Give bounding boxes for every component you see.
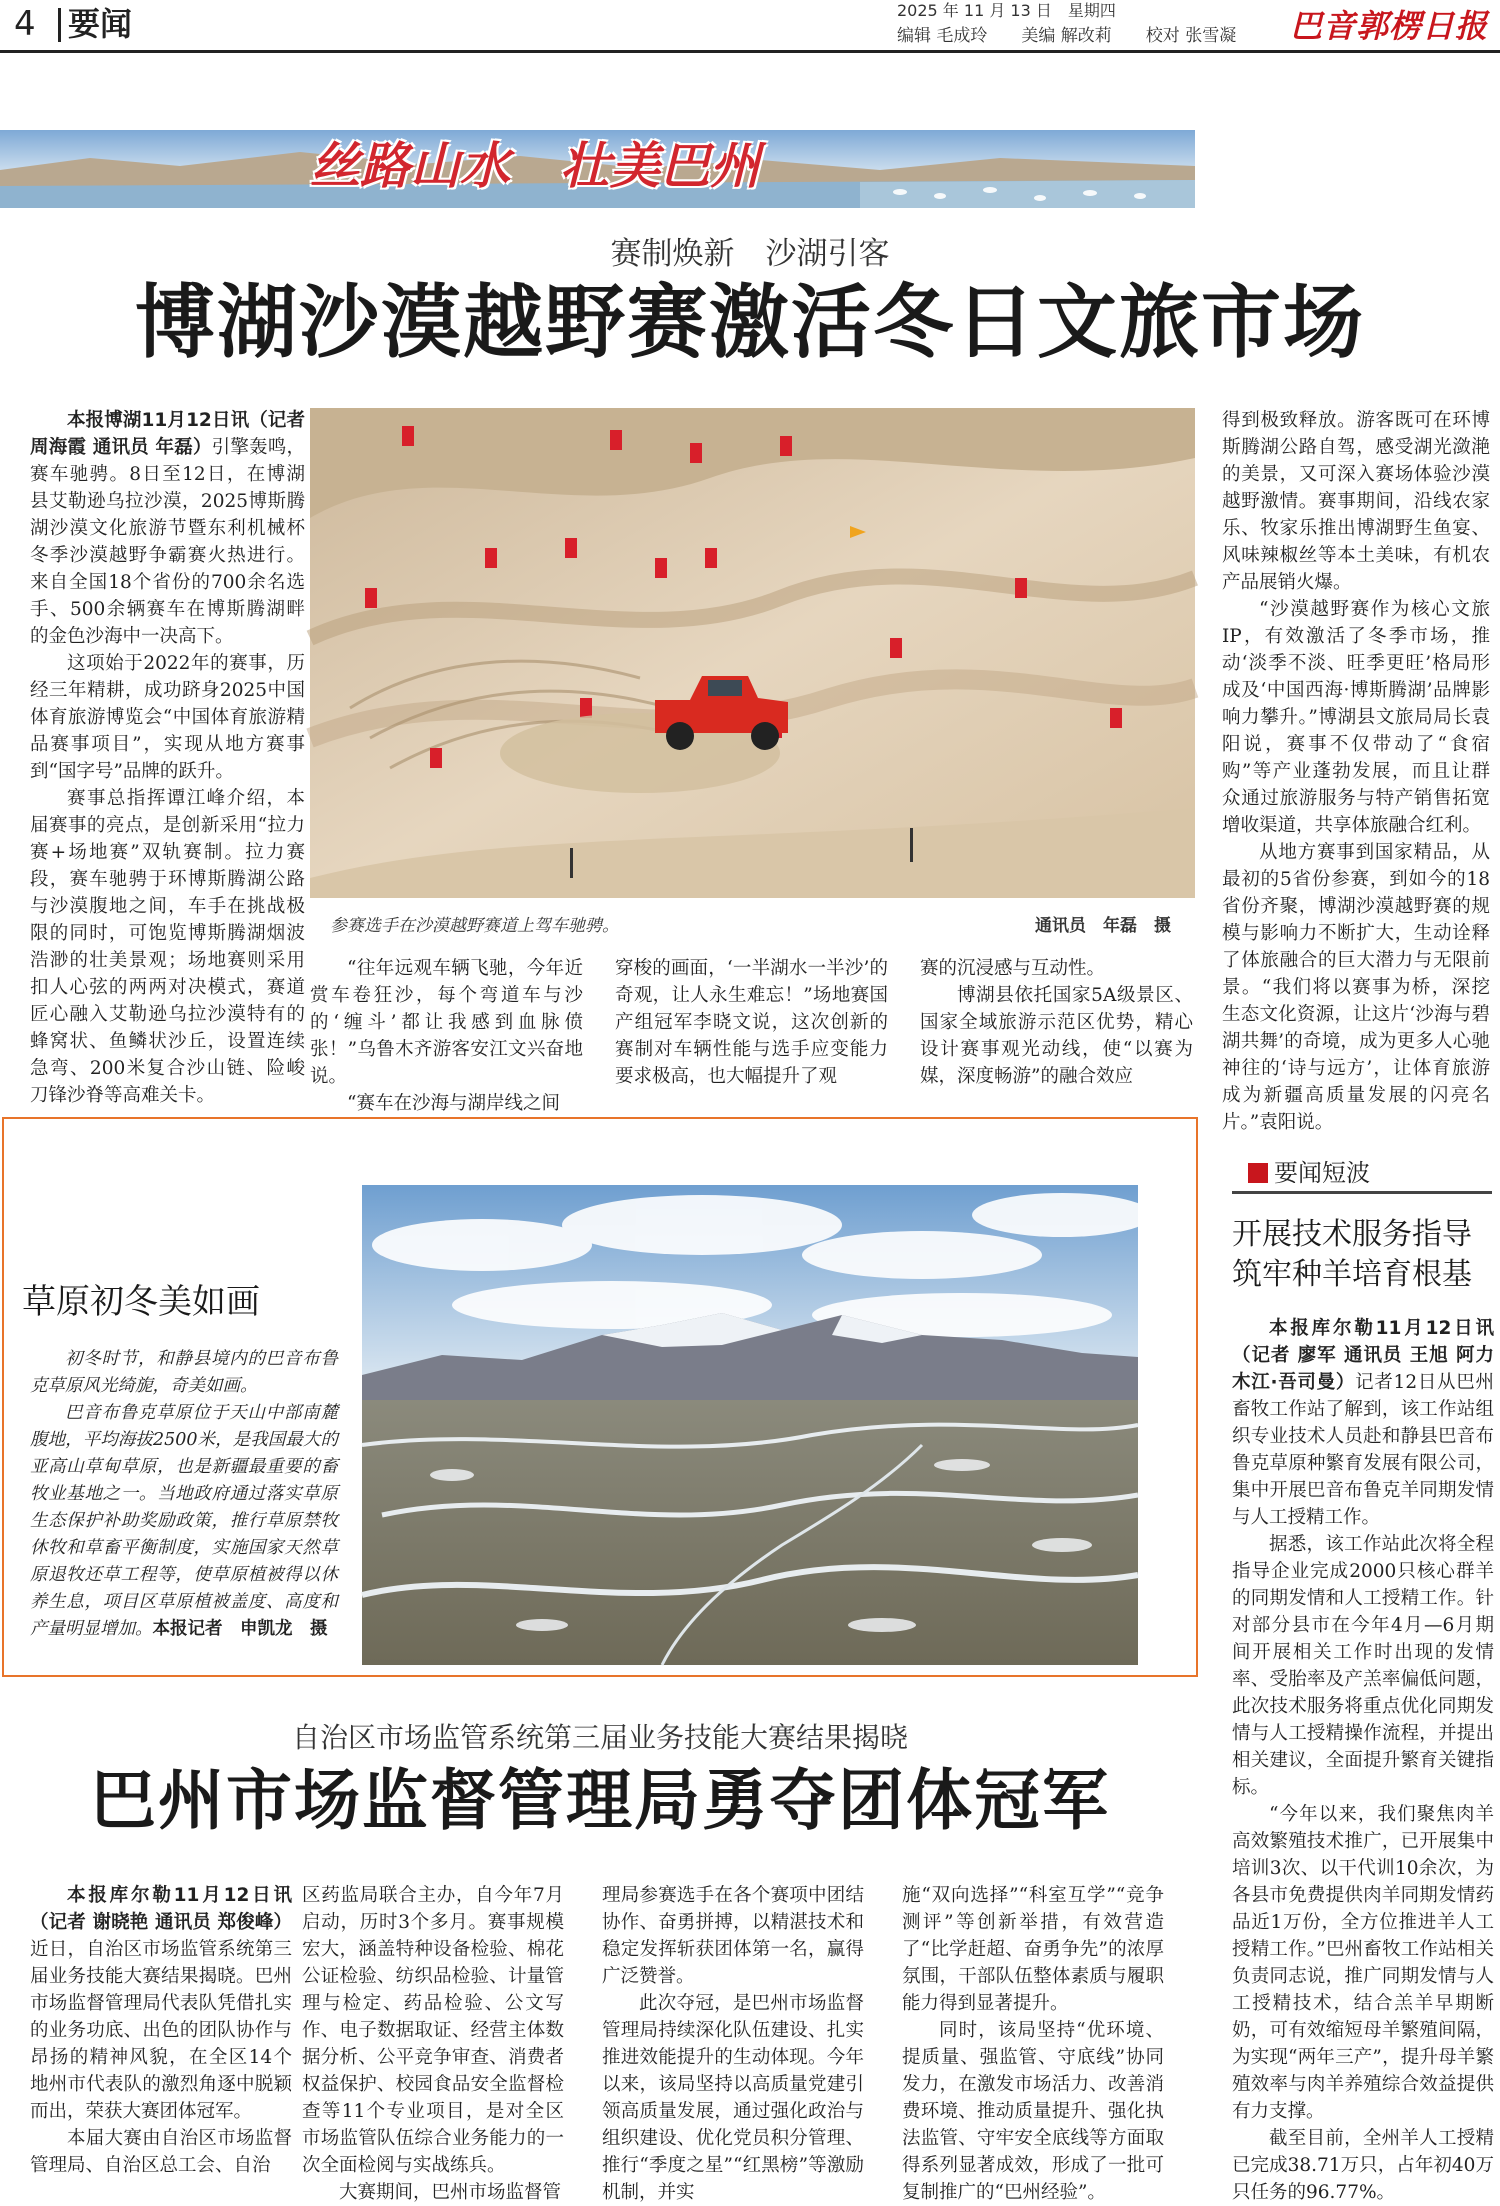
story2-column-1: 本报库尔勒11月12日讯（记者 谢晓艳 通讯员 郑俊峰）近日，自治区市场监管系统第三届业务技能大赛结果揭晓。巴州市场监督管理局代表队凭借扎实的业务功底、出色的团队协作与昂扬的精神风貌，在全区14个地州市代表队的激烈角逐中脱颖而出，荣获大赛团体冠军。 本届大赛由自治区市场监督管理局、自治区总工会、自治 — [30, 1885, 292, 2176]
story1-column-1: 本报博湖11月12日讯（记者 周海霞 通讯员 年磊）引擎轰鸣，赛车驰骋。8日至12日，在博湖县艾勒逊乌拉沙漠，2025博斯腾湖沙漠文化旅游节暨东利机械杯冬季沙漠越野争霸赛火热进行。来自全国18个省份的700余名选手、500余辆赛车在博斯腾湖畔的金色沙海中一决高下。 这项始于2022年的赛事，历经三年精耕，成功跻身2025中国体育旅游博览会“中国体育旅游精品赛事项目”，实现从地方赛事到“国字号”品牌的跃升。 赛事总指挥谭江峰介绍，本届赛事的亮点，是创新采用“拉力赛+场地赛”双轨赛制。拉力赛段，赛车驰骋于环博斯腾湖公路与沙漠腹地之间，车手在挑战极限的同时，可饱览博斯腾湖烟波浩渺的壮美景观；场地赛则采用扣人心弦的两两对决模式，赛道匠心融入艾勒逊乌拉沙漠特有的蜂窝状、鱼鳞状沙丘，设置连续急弯、200米复合沙山链、险峻刀锋沙脊等高难关卡。 — [30, 410, 305, 1106]
story1-headline: 博湖沙漠越野赛激活冬日文旅市场 — [135, 276, 1365, 369]
story2-kicker: 自治区市场监管系统第三届业务技能大赛结果揭晓 — [291, 1721, 908, 1754]
banner-image — [0, 130, 1195, 208]
masthead-divider — [58, 8, 61, 42]
story1-photo — [310, 408, 1195, 898]
desert-rally-photo — [310, 408, 1195, 898]
story2-column-2: 区药监局联合主办，自今年7月启动，历时3个多月。赛事规模宏大，涵盖特种设备检验、棉花公证检验、纺织品检验、计量管理与检定、药品检验、公文写作、电子数据取证、经营主体数据分析、公平竞争审查、消费者权益保护、校园食品安全监督检查等11个专业项目，是对全区市场监管队伍综合业务能力的一次全面检阅与实战练兵。 大赛期间，巴州市场监督管 — [302, 1885, 564, 2203]
masthead-rule — [0, 50, 1500, 53]
briefs-column-label: 要闻短波 — [1274, 1159, 1370, 1187]
story1-dateline: 本报博湖11月12日讯（记者 周海霞 通讯员 年磊） — [30, 410, 305, 458]
story1-column-5: 得到极致释放。游客既可在环博斯腾湖公路自驾，感受湖光潋滟的美景，又可深入赛场体验沙漠越野激情。赛事期间，沿线农家乐、牧家乐推出博湖野生鱼宴、风味辣椒丝等本土美味，有机农产品展销火爆。 “沙漠越野赛作为核心文旅IP，有效激活了冬季市场，推动‘淡季不淡、旺季更旺’格局形成及‘中国西海·博斯腾湖’品牌影响力攀升。”博湖县文旅局局长袁阳说，赛事不仅带动了“食宿购”等产业蓬勃发展，而且让群众通过旅游服务与特产销售拓宽增收渠道，共享体旅融合红利。 从地方赛事到国家精品，从最初的5省份参赛，到如今的18省份齐聚，博湖沙漠越野赛的规模与影响力不断扩大，生动诠释了体旅融合的巨大潜力与无限前景。“我们将以赛事为桥，深挖生态文化资源，让这片‘沙海与碧湖共舞’的奇境，成为更多人心驰神往的‘诗与远方’，让体育旅游成为新疆高质量发展的闪亮名片。”袁阳说。 — [1222, 410, 1490, 1133]
story1-photo-caption: 参赛选手在沙漠越野赛道上驾车驰骋。 — [330, 916, 619, 936]
story2-column-4: 施“双向选择”“科室互学”“竞争测评”等创新举措，有效营造了“比学赶超、奋勇争先”的浓厚氛围，干部队伍整体素质与履职能力得到显著提升。 同时，该局坚持“优环境、提质量、强监管、守底线”协同发力，在激发市场活力、改善消费环境、推动质量提升、强化执法监管、守牢安全底线等方面取得系列显著成效，形成了一批可复制推广的“巴州经验”。 — [902, 1885, 1164, 2203]
story1-column-4: 赛的沉浸感与互动性。 博湖县依托国家5A级景区、国家全域旅游示范区优势，精心设计赛事观光动线，使“以赛为媒，深度畅游”的融合效应 — [920, 958, 1193, 1087]
grassland-photo — [362, 1185, 1138, 1665]
photo-feature-text: 初冬时节，和静县境内的巴音布鲁克草原风光绮旎，奇美如画。 巴音布鲁克草原位于天山中部南麓腹地，平均海拔2500米，是我国最大的亚高山草甸草原，也是新疆最重要的畜牧业基地之一。当地政府通过落实草原生态保护补助奖励政策，推行草原禁牧休牧和草畜平衡制度，实施国家天然草原退牧还草工程等，使草原植被得以休养生息，项目区草原植被盖度、高度和产量明显增加。本报记者 申凯龙 摄 — [30, 1349, 338, 1639]
briefs-body: 本报库尔勒11月12日讯（记者 廖军 通讯员 王旭 阿力木江·吾司曼）记者12日从巴州畜牧工作站了解到，该工作站组织专业技术人员赴和静县巴音布鲁克草原种繁育发展有限公司，集中开展巴音布鲁克羊同期发情与人工授精工作。 据悉，该工作站此次将全程指导企业完成2000只核心群羊的同期发情和人工授精工作。针对部分县市在今年4月—6月期间开展相关工作时出现的发情率、受胎率及产羔率偏低问题，此次技术服务将重点优化同期发情与人工授精操作流程，并提出相关建议，全面提升繁育关键指标。 “今年以来，我们聚焦肉羊高效繁殖技术推广，已开展集中培训3次、以干代训10余次，为各县市免费提供肉羊同期发情药品近1万份，全方位推进羊人工授精工作。”巴州畜牧工作站相关负责同志说，推广同期发情与人工授精技术，结合羔羊早期断奶，可有效缩短母羊繁殖间隔，为实现“两年三产”，提升母羊繁殖效率与肉羊养殖综合效益提供有力支撑。 截至目前，全州羊人工授精已完成38.71万只，占年初40万只任务的96.77%。 — [1232, 1318, 1494, 2203]
briefs-rule — [1232, 1191, 1492, 1194]
briefs-dateline: 本报库尔勒11月12日讯（记者 廖军 通讯员 王旭 阿力木江·吾司曼） — [1232, 1318, 1494, 1393]
date-line: 2025 年 11 月 13 日 星期四 — [897, 1, 1116, 20]
newspaper-logo: 巴音郭楞日报 — [1290, 7, 1489, 45]
story2-column-3: 理局参赛选手在各个赛项中团结协作、奋勇拼搏，以精湛技术和稳定发挥斩获团体第一名，赢得广泛赞誉。 此次夺冠，是巴州市场监督管理局持续深化队伍建设、扎实推进效能提升的生动体现。今年以来，该局坚持以高质量党建引领高质量发展，通过强化政治与组织建设、优化党员积分管理、推行“季度之星”“红黑榜”等激励机制，并实 — [602, 1885, 864, 2203]
red-square-marker — [1248, 1163, 1268, 1183]
grassland-landscape — [362, 1185, 1138, 1665]
story1-column-3: 穿梭的画面，‘一半湖水一半沙’的奇观，让人永生难忘！”场地赛国产组冠军李晓文说，这次创新的赛制对车辆性能与选手应变能力要求极高，也大幅提升了观 — [615, 958, 888, 1087]
story2-headline: 巴州市场监督管理局勇夺团体冠军 — [90, 1761, 1110, 1839]
story2-dateline: 本报库尔勒11月12日讯（记者 谢晓艳 通讯员 郑俊峰） — [30, 1885, 292, 1933]
story1-kicker: 赛制焕新 沙湖引客 — [610, 236, 890, 272]
briefs-headline-2: 筑牢种羊培育根基 — [1232, 1257, 1472, 1292]
page-number: 4 — [14, 4, 36, 44]
editors-line: 编辑 毛成玲 美编 解改莉 校对 张雪凝 — [897, 26, 1237, 46]
photo-feature-title: 草原初冬美如画 — [22, 1282, 260, 1322]
story1-photo-credit: 通讯员 年磊 摄 — [1035, 916, 1171, 936]
story1-column-2: “往年远观车辆飞驰，今年近赏车卷狂沙，每个弯道车与沙的‘缠斗’都让我感到血脉偾张！”乌鲁木齐游客安江文兴奋地说。 “赛车在沙海与湖岸线之间 — [310, 958, 583, 1114]
banner-title: 丝路山水 壮美巴州 — [310, 136, 760, 195]
section-label: 要闻 — [68, 5, 133, 43]
briefs-headline-1: 开展技术服务指导 — [1232, 1217, 1472, 1252]
photo-feature-credit: 本报记者 申凯龙 摄 — [152, 1619, 328, 1639]
